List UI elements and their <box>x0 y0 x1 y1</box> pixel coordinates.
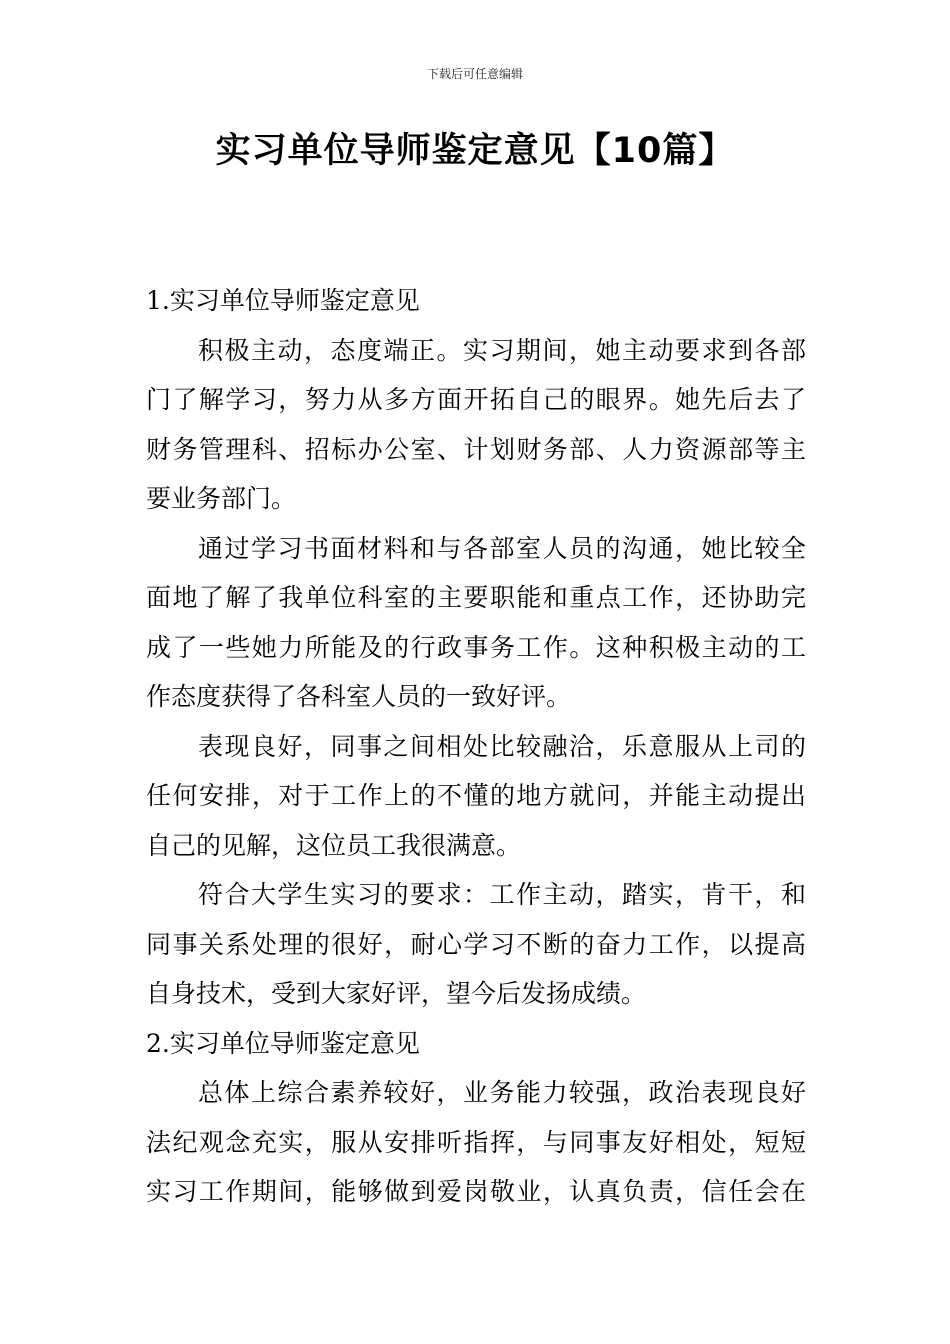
paragraph-line: 积极主动，态度端正。实习期间，她主动要求到各部 <box>198 335 806 365</box>
paragraph-line: 符合大学生实习的要求：工作主动，踏实，肯干，和 <box>198 880 806 909</box>
paragraph-line: 通过学习书面材料和与各部室人员的沟通，她比较全 <box>198 533 806 563</box>
section-heading: 1.实习单位导师鉴定意见 <box>146 286 420 315</box>
paragraph <box>146 722 806 871</box>
paragraph-line: 表现良好，同事之间相处比较融洽，乐意服从上司的 <box>198 731 806 761</box>
section-1 <box>146 276 806 1019</box>
paragraph-line: 法纪观念充实，服从安排听指挥，与同事友好相处，短短 <box>146 1127 806 1157</box>
paragraph-line: 作态度获得了各科室人员的一致好评。 <box>146 682 572 711</box>
paragraph-line: 财务管理科、招标办公室、计划财务部、人力资源部等主 <box>146 434 806 464</box>
document-title: 实习单位导师鉴定意见【10篇】 <box>215 131 735 171</box>
paragraph <box>146 870 806 1019</box>
paragraph-line: 门了解学习，努力从多方面开拓自己的眼界。她先后去了 <box>146 385 806 414</box>
document-body <box>146 276 806 1217</box>
section-heading: 2.实习单位导师鉴定意见 <box>146 1028 420 1058</box>
paragraph-line: 成了一些她力所能及的行政事务工作。这种积极主动的工 <box>146 632 806 662</box>
paragraph-line: 实习工作期间，能够做到爱岗敬业，认真负责，信任会在 <box>146 1177 806 1206</box>
paragraph-line: 自身技术，受到大家好评，望今后发扬成绩。 <box>146 979 647 1008</box>
paragraph <box>146 524 806 722</box>
paragraph-line: 要业务部门。 <box>146 484 297 513</box>
paragraph-line: 任何安排，对于工作上的不懂的地方就问，并能主动提出 <box>146 781 806 810</box>
paragraph-line: 面地了解了我单位科室的主要职能和重点工作，还协助完 <box>146 583 806 612</box>
paragraph-line: 总体上综合素养较好，业务能力较强，政治表现良好 <box>198 1078 806 1107</box>
paragraph-line: 同事关系处理的很好，耐心学习不断的奋力工作，以提高 <box>146 929 806 959</box>
paragraph-line: 自己的见解，这位员工我很满意。 <box>146 830 522 860</box>
paragraph <box>146 326 806 524</box>
page-header-note: 下载后可任意编辑 <box>426 67 523 81</box>
section-2 <box>146 1019 806 1217</box>
paragraph <box>146 1068 806 1217</box>
